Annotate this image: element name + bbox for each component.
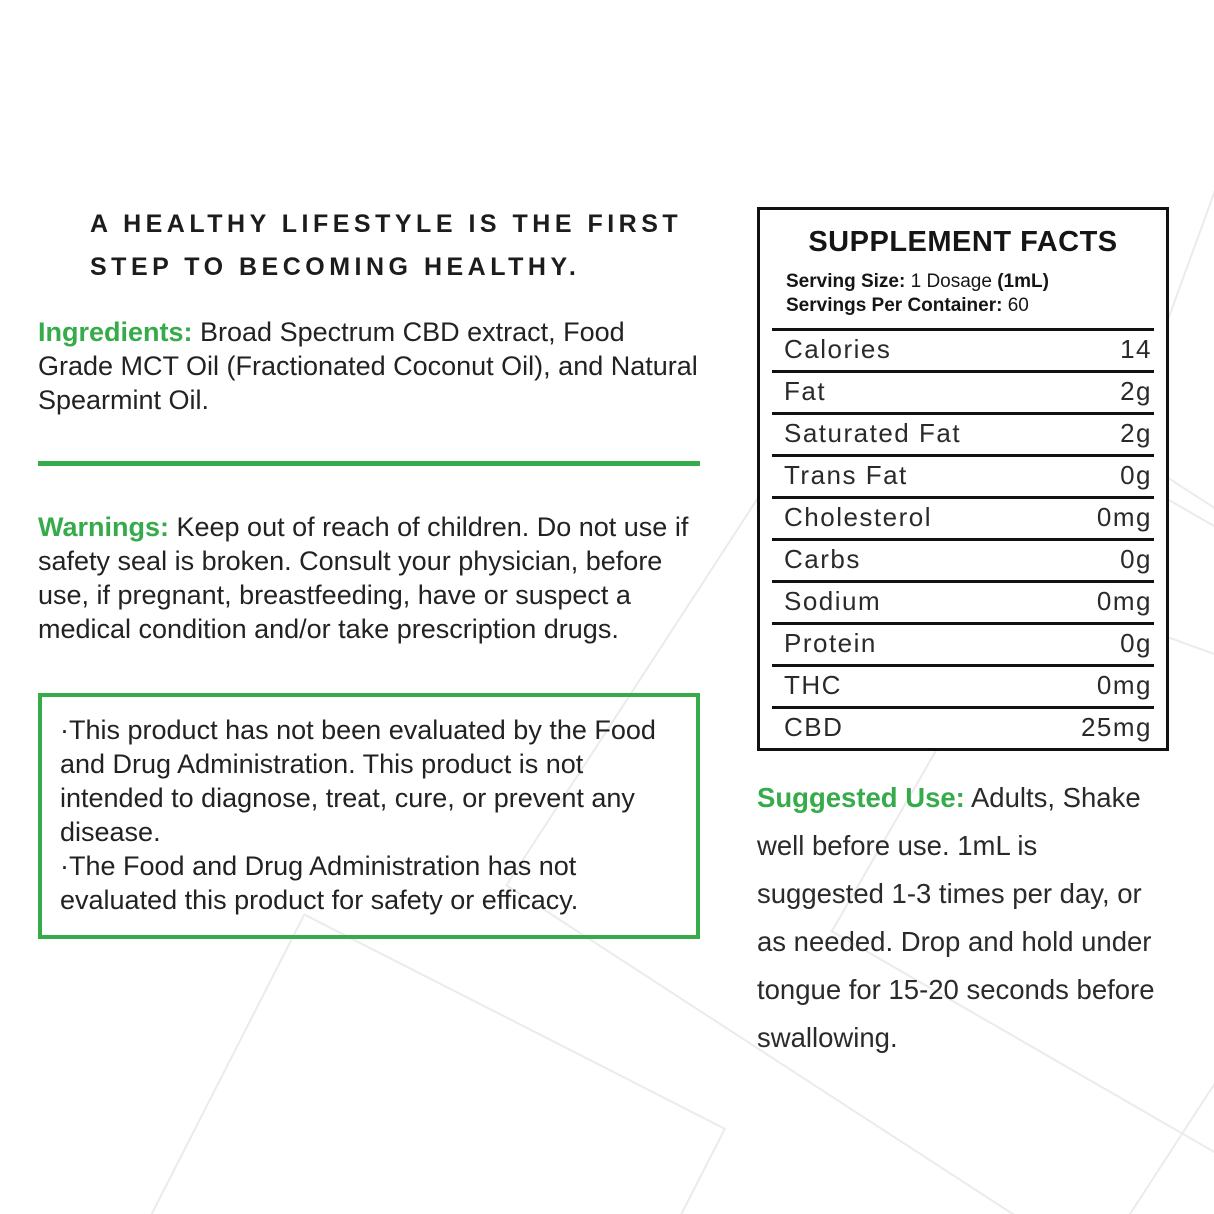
disclaimer-item [60,849,678,917]
servings-per-container-line [786,294,1152,318]
servings-value: 60 [1002,295,1029,316]
facts-row [772,622,1154,664]
facts-row-label: Carbs [784,544,861,574]
disclaimer-item-text: This product has not been evaluated by the Food and Drug Administration. This product is not intended to diagnose, treat, cure, or prevent any disease. [60,715,656,847]
facts-row-label: Saturated Fat [784,418,962,448]
facts-row-value: 0g [1120,460,1152,490]
facts-row-value: 0mg [1096,586,1152,616]
suggested-use-label: Suggested Use: [757,782,965,813]
facts-row-label: Trans Fat [784,460,908,490]
left-column [38,203,702,939]
disclaimer-item [60,713,678,849]
right-column [757,207,1169,1090]
facts-row [772,454,1154,496]
facts-row-label: Cholesterol [784,502,933,532]
facts-row [772,580,1154,622]
warnings-paragraph [38,510,702,646]
bullet-glyph: · [60,715,69,745]
facts-row [772,538,1154,580]
facts-row-value: 2g [1120,376,1152,406]
facts-row-label: Calories [784,334,892,364]
ingredients-text: Broad Spectrum CBD extract, Food Grade MCT Oil (Fractionated Coconut Oil), and Natural Spearmint Oil. [38,317,698,415]
facts-row-value: 2g [1120,418,1152,448]
facts-row-value: 0mg [1096,502,1152,532]
facts-row [772,370,1154,412]
facts-row-value: 0mg [1096,670,1152,700]
facts-row-value: 25mg [1080,712,1152,742]
tagline-heading [90,203,702,289]
facts-row [772,496,1154,538]
facts-row [772,706,1154,748]
disclaimer-item-text: The Food and Drug Administration has not evaluated this product for safety or efficacy. [60,851,579,915]
serving-size-line [786,270,1152,294]
facts-row-label: Fat [784,376,827,406]
supplement-facts-title: SUPPLEMENT FACTS [808,226,1118,258]
serving-size-unit: (1mL) [997,271,1049,292]
warnings-text: Keep out of reach of children. Do not use if safety seal is broken. Consult your physician, before use, if pregnant, breastfeeding, have or suspect a medical condition and/or take prescription drugs. [38,512,689,644]
warnings-label: Warnings: [38,512,169,542]
fda-disclaimer-box [38,693,700,939]
facts-row [772,412,1154,454]
facts-row-value: 0g [1120,628,1152,658]
facts-row-label: CBD [784,712,844,742]
facts-row-value: 0g [1120,544,1152,574]
servings-label: Servings Per Container: [786,295,1003,316]
facts-row-label: Protein [784,628,877,658]
tagline-line-1: A HEALTHY LIFESTYLE IS THE FIRST [90,210,683,238]
facts-row [772,664,1154,706]
ingredients-label: Ingredients: [38,317,193,347]
green-divider-line [38,461,700,466]
suggested-use-paragraph [757,774,1169,1062]
facts-row-value: 14 [1120,334,1152,364]
facts-table [772,328,1154,748]
ingredients-paragraph [38,315,702,417]
facts-row [772,328,1154,370]
tagline-line-2: STEP TO BECOMING HEALTHY. [90,253,581,281]
facts-row-label: Sodium [784,586,882,616]
bullet-glyph: · [60,851,69,881]
suggested-use-text: Adults, Shake well before use. 1mL is suggested 1-3 times per day, or as needed. Drop and hold under tongue for 15-20 seconds before swallowing. [757,782,1155,1053]
serving-size-label: Serving Size: [786,271,906,292]
serving-size-value: 1 Dosage [905,271,998,292]
facts-row-label: THC [784,670,842,700]
serving-info [786,270,1152,318]
supplement-facts-panel [757,207,1169,751]
